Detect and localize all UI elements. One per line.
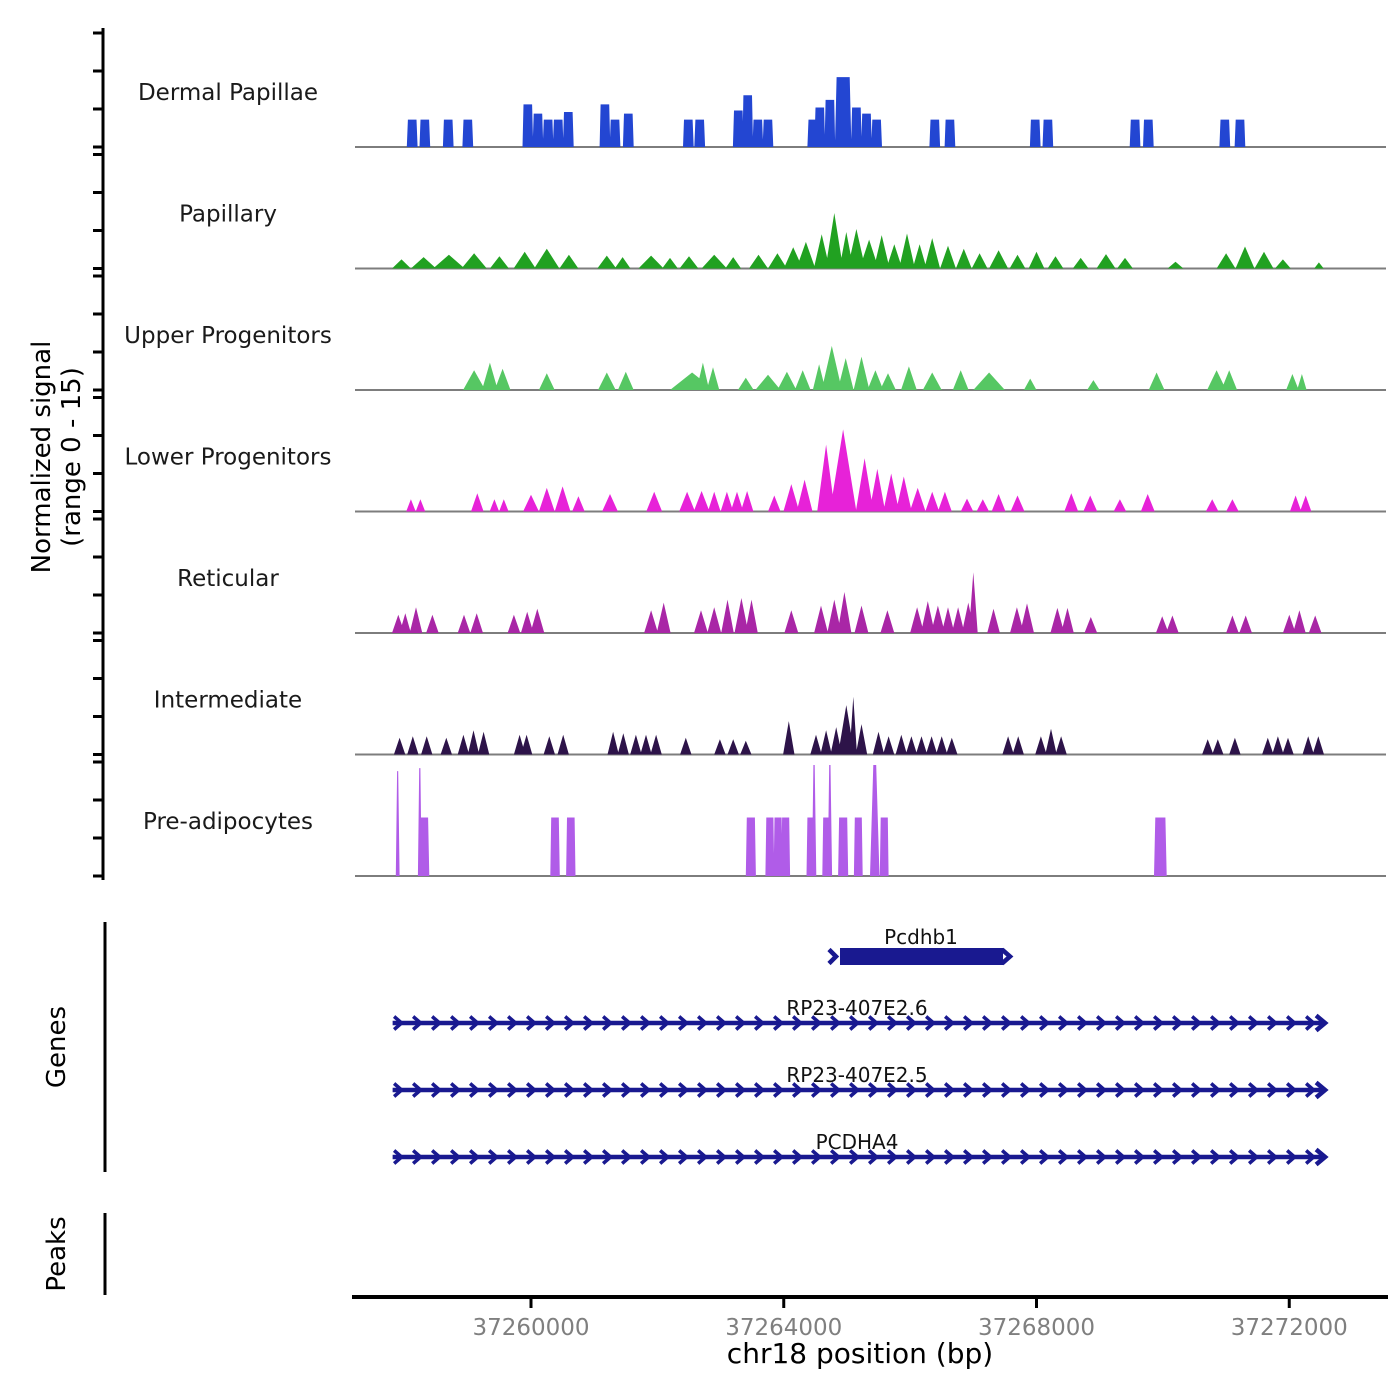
x-tick-label: 37260000 xyxy=(472,1315,590,1341)
gene-label-pcdhb1: Pcdhb1 xyxy=(884,925,958,949)
gene-label-rp23-407e25: RP23-407E2.5 xyxy=(786,1063,928,1087)
signal-area-pre-adipocytes xyxy=(396,765,1167,876)
track-label-papillary: Papillary xyxy=(179,201,277,228)
x-tick-label: 37272000 xyxy=(1230,1315,1348,1341)
track-label-dermal-papillae: Dermal Papillae xyxy=(137,80,319,106)
x-tick-label: 37268000 xyxy=(977,1315,1096,1341)
signal-area-upper-progenitors xyxy=(463,346,1307,390)
signal-area-reticular xyxy=(392,572,1322,633)
signal-areas xyxy=(392,77,1324,876)
y-axis-title-line2: (range 0 - 15) xyxy=(57,367,87,547)
y-axis-title-line1: Normalized signal xyxy=(27,340,57,574)
peaks-section-label: Peaks xyxy=(42,1216,72,1292)
track-label-upper-progenitors: Upper Progenitors xyxy=(124,323,332,349)
track-label-pre-adipocytes: Pre-adipocytes xyxy=(142,809,314,835)
gene-label-pcdha4: PCDHA4 xyxy=(815,1130,899,1154)
x-tick-label: 37264000 xyxy=(725,1315,843,1341)
gene-label-rp23-407e26: RP23-407E2.6 xyxy=(786,996,928,1020)
signal-area-dermal-papillae xyxy=(407,77,1246,147)
track-label-lower-progenitors: Lower Progenitors xyxy=(124,444,332,471)
signal-area-papillary xyxy=(392,213,1324,269)
track-label-reticular: Reticular xyxy=(177,566,279,592)
x-axis-title: chr18 position (bp) xyxy=(726,1337,994,1370)
signal-area-intermediate xyxy=(394,697,1324,755)
x-axis-ticks xyxy=(472,1297,1347,1341)
genes-section-label: Genes xyxy=(42,1005,72,1089)
track-label-intermediate: Intermediate xyxy=(153,687,303,714)
signal-area-lower-progenitors xyxy=(406,429,1311,511)
